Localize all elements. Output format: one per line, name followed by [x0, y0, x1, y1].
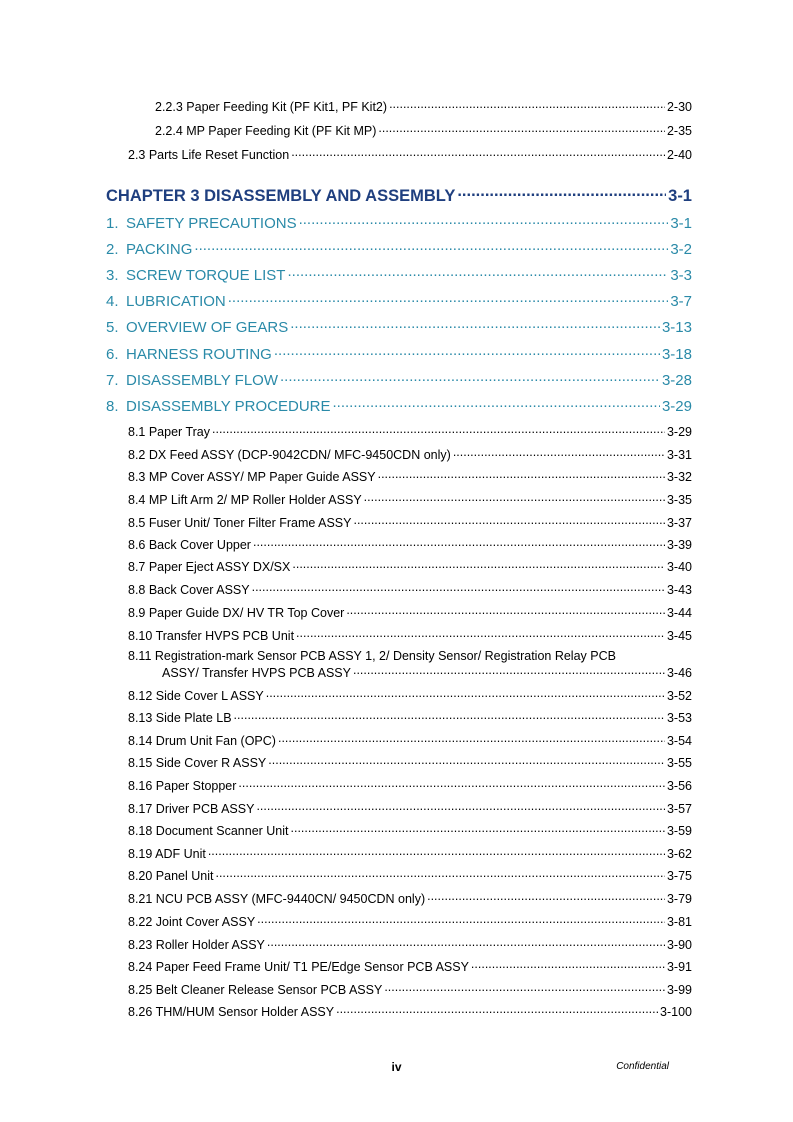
toc-subsection[interactable]	[128, 491, 692, 507]
subsection-page: 3-39	[666, 537, 692, 552]
section-page: 3-3	[670, 267, 692, 284]
leader-dots	[336, 1003, 658, 1016]
toc-subsection[interactable]	[128, 468, 692, 484]
subsection-label: 8.13 Side Plate LB	[128, 710, 232, 725]
toc-entry-page: 2-30	[666, 99, 692, 114]
section-page: 3-28	[661, 372, 692, 389]
subsection-page: 3-99	[666, 982, 692, 997]
section-page: 3-1	[670, 215, 692, 232]
subsection-page: 3-31	[666, 447, 692, 462]
section-label: SCREW TORQUE LIST	[126, 267, 286, 284]
subsection-label: 8.1 Paper Tray	[128, 424, 210, 439]
subsection-label-cont: ASSY/ Transfer HVPS PCB ASSY	[162, 665, 351, 680]
toc-subsection[interactable]	[128, 687, 692, 703]
toc-subsection[interactable]	[128, 754, 692, 770]
toc-entry[interactable]	[128, 146, 692, 162]
toc-section[interactable]	[106, 265, 692, 284]
leader-dots	[471, 958, 665, 971]
leader-dots	[278, 732, 665, 745]
subsection-page: 3-37	[666, 515, 692, 530]
leader-dots	[389, 98, 665, 111]
leader-dots	[333, 396, 660, 411]
subsection-label: 8.2 DX Feed ASSY (DCP-9042CDN/ MFC-9450CDN only)	[128, 447, 451, 462]
leader-dots	[364, 491, 665, 504]
subsection-label: 8.10 Transfer HVPS PCB Unit	[128, 628, 295, 643]
subsection-page: 3-43	[666, 582, 692, 597]
section-page: 3-13	[661, 319, 692, 336]
toc-subsection[interactable]	[128, 777, 692, 793]
subsection-page: 3-79	[666, 891, 692, 906]
toc-entry-page: 2-35	[666, 123, 692, 138]
leader-dots	[427, 890, 665, 903]
section-label: OVERVIEW OF GEARS	[126, 319, 289, 336]
toc-entry-label: 2.3 Parts Life Reset Function	[128, 147, 290, 162]
section-label: PACKING	[126, 241, 193, 258]
toc-subsection[interactable]	[128, 867, 692, 883]
leader-dots	[378, 122, 665, 135]
leader-dots	[194, 239, 668, 254]
toc-entry[interactable]	[155, 98, 692, 114]
subsection-page: 3-35	[666, 492, 692, 507]
leader-dots	[268, 754, 665, 767]
toc-subsection[interactable]	[128, 423, 692, 439]
subsection-label: 8.6 Back Cover Upper	[128, 537, 251, 552]
toc-entry-page: 2-40	[666, 147, 692, 162]
section-page: 3-7	[670, 293, 692, 310]
subsection-page: 3-90	[666, 937, 692, 952]
subsection-label: 8.22 Joint Cover ASSY	[128, 914, 256, 929]
subsection-page: 3-57	[666, 801, 692, 816]
toc-subsection[interactable]	[128, 558, 692, 574]
leader-dots	[290, 317, 660, 332]
subsection-label: 8.16 Paper Stopper	[128, 778, 237, 793]
section-label: SAFETY PRECAUTIONS	[126, 215, 297, 232]
subsection-page: 3-59	[666, 823, 692, 838]
toc-subsection[interactable]	[128, 800, 692, 816]
leader-dots	[457, 184, 666, 201]
toc-entry[interactable]	[155, 122, 692, 138]
subsection-page: 3-75	[666, 868, 692, 883]
leader-dots	[256, 800, 665, 813]
section-label: DISASSEMBLY FLOW	[126, 372, 278, 389]
subsection-label: 8.18 Document Scanner Unit	[128, 823, 289, 838]
section-number: 3.	[106, 267, 119, 284]
subsection-label: 8.4 MP Lift Arm 2/ MP Roller Holder ASSY	[128, 492, 362, 507]
subsection-label: 8.24 Paper Feed Frame Unit/ T1 PE/Edge Sensor PCB ASSY	[128, 959, 469, 974]
toc-section[interactable]	[106, 396, 692, 415]
section-label: DISASSEMBLY PROCEDURE	[126, 398, 331, 415]
subsection-label: 8.8 Back Cover ASSY	[128, 582, 250, 597]
leader-dots	[228, 291, 669, 306]
subsection-page: 3-46	[666, 665, 692, 680]
leader-dots	[291, 822, 665, 835]
leader-dots	[287, 265, 668, 280]
leader-dots	[280, 370, 660, 385]
subsection-label: 8.25 Belt Cleaner Release Sensor PCB ASSY	[128, 982, 383, 997]
leader-dots	[208, 845, 665, 858]
toc-subsection[interactable]	[128, 981, 692, 997]
subsection-page: 3-53	[666, 710, 692, 725]
chapter-page: 3-1	[668, 186, 692, 205]
subsection-label: 8.9 Paper Guide DX/ HV TR Top Cover	[128, 605, 345, 620]
subsection-page: 3-44	[666, 605, 692, 620]
toc-subsection[interactable]	[128, 913, 692, 929]
subsection-label: 8.19 ADF Unit	[128, 846, 206, 861]
toc-subsection[interactable]	[128, 446, 692, 462]
subsection-page: 3-52	[666, 688, 692, 703]
toc-section[interactable]	[106, 239, 692, 258]
section-number: 2.	[106, 241, 119, 258]
toc-subsection[interactable]	[128, 627, 692, 643]
toc-subsection[interactable]	[128, 581, 692, 597]
section-number: 7.	[106, 372, 119, 389]
subsection-label: 8.21 NCU PCB ASSY (MFC-9440CN/ 9450CDN only)	[128, 891, 426, 906]
subsection-label: 8.5 Fuser Unit/ Toner Filter Frame ASSY	[128, 515, 352, 530]
leader-dots	[353, 514, 665, 527]
leader-dots	[267, 936, 665, 949]
leader-dots	[274, 344, 660, 359]
subsection-label: 8.26 THM/HUM Sensor Holder ASSY	[128, 1004, 335, 1019]
toc-subsection[interactable]	[128, 536, 692, 552]
subsection-page: 3-55	[666, 755, 692, 770]
subsection-page: 3-56	[666, 778, 692, 793]
subsection-page: 3-91	[666, 959, 692, 974]
toc-section[interactable]	[106, 213, 692, 232]
leader-dots	[238, 777, 665, 790]
subsection-page: 3-29	[666, 424, 692, 439]
leader-dots	[212, 423, 665, 436]
toc-subsection[interactable]	[128, 1003, 692, 1019]
section-number: 1.	[106, 215, 119, 232]
toc-subsection[interactable]	[128, 958, 692, 974]
subsection-label: 8.20 Panel Unit	[128, 868, 214, 883]
leader-dots	[453, 446, 665, 459]
toc-entry-label: 2.2.4 MP Paper Feeding Kit (PF Kit MP)	[155, 123, 377, 138]
confidential-label: Confidential	[616, 1061, 669, 1072]
leader-dots	[384, 981, 665, 994]
leader-dots	[257, 913, 665, 926]
subsection-page: 3-40	[666, 559, 692, 574]
subsection-page: 3-45	[666, 628, 692, 643]
section-page: 3-2	[670, 241, 692, 258]
subsection-page: 3-62	[666, 846, 692, 861]
toc-section[interactable]	[106, 317, 692, 336]
toc-subsection[interactable]	[128, 936, 692, 952]
page-number: iv	[391, 1060, 402, 1074]
subsection-label: 8.15 Side Cover R ASSY	[128, 755, 267, 770]
section-page: 3-29	[661, 398, 692, 415]
leader-dots	[378, 468, 665, 481]
subsection-label: 8.23 Roller Holder ASSY	[128, 937, 265, 952]
chapter-label: CHAPTER 3 DISASSEMBLY AND ASSEMBLY	[106, 186, 456, 205]
toc-subsection[interactable]	[128, 732, 692, 748]
toc-subsection[interactable]	[128, 822, 692, 838]
toc-subsection[interactable]	[128, 890, 692, 906]
toc-subsection[interactable]	[128, 514, 692, 530]
leader-dots	[215, 867, 664, 880]
subsection-label: 8.12 Side Cover L ASSY	[128, 688, 264, 703]
section-number: 4.	[106, 293, 119, 310]
toc-section[interactable]	[106, 344, 692, 363]
leader-dots	[296, 627, 665, 640]
toc-subsection-line2[interactable]	[162, 664, 692, 680]
subsection-page: 3-81	[666, 914, 692, 929]
section-number: 5.	[106, 319, 119, 336]
leader-dots	[266, 687, 665, 700]
leader-dots	[346, 604, 665, 617]
toc-subsection[interactable]	[128, 604, 692, 620]
subsection-label: 8.17 Driver PCB ASSY	[128, 801, 255, 816]
leader-dots	[252, 581, 665, 594]
toc-section[interactable]	[106, 370, 692, 389]
toc-subsection-line1[interactable]	[128, 649, 692, 663]
toc-subsection[interactable]	[128, 709, 692, 725]
leader-dots	[253, 536, 665, 549]
toc-entry-label: 2.2.3 Paper Feeding Kit (PF Kit1, PF Kit2)	[155, 99, 388, 114]
chapter-heading[interactable]	[106, 184, 692, 206]
subsection-label: 8.3 MP Cover ASSY/ MP Paper Guide ASSY	[128, 469, 376, 484]
subsection-page: 3-32	[666, 469, 692, 484]
section-label: HARNESS ROUTING	[126, 346, 272, 363]
section-page: 3-18	[661, 346, 692, 363]
section-label: LUBRICATION	[126, 293, 226, 310]
leader-dots	[292, 558, 665, 571]
leader-dots	[353, 664, 665, 677]
leader-dots	[291, 146, 665, 159]
subsection-page: 3-54	[666, 733, 692, 748]
subsection-label: 8.7 Paper Eject ASSY DX/SX	[128, 559, 291, 574]
subsection-page: 3-100	[660, 1004, 692, 1019]
toc-subsection[interactable]	[128, 845, 692, 861]
subsection-label: 8.11 Registration-mark Sensor PCB ASSY 1, 2/ Density Sensor/ Registration Relay PCB	[128, 649, 616, 663]
toc-section[interactable]	[106, 291, 692, 310]
section-number: 6.	[106, 346, 119, 363]
section-number: 8.	[106, 398, 119, 415]
subsection-label: 8.14 Drum Unit Fan (OPC)	[128, 733, 276, 748]
leader-dots	[234, 709, 665, 722]
leader-dots	[299, 213, 669, 228]
